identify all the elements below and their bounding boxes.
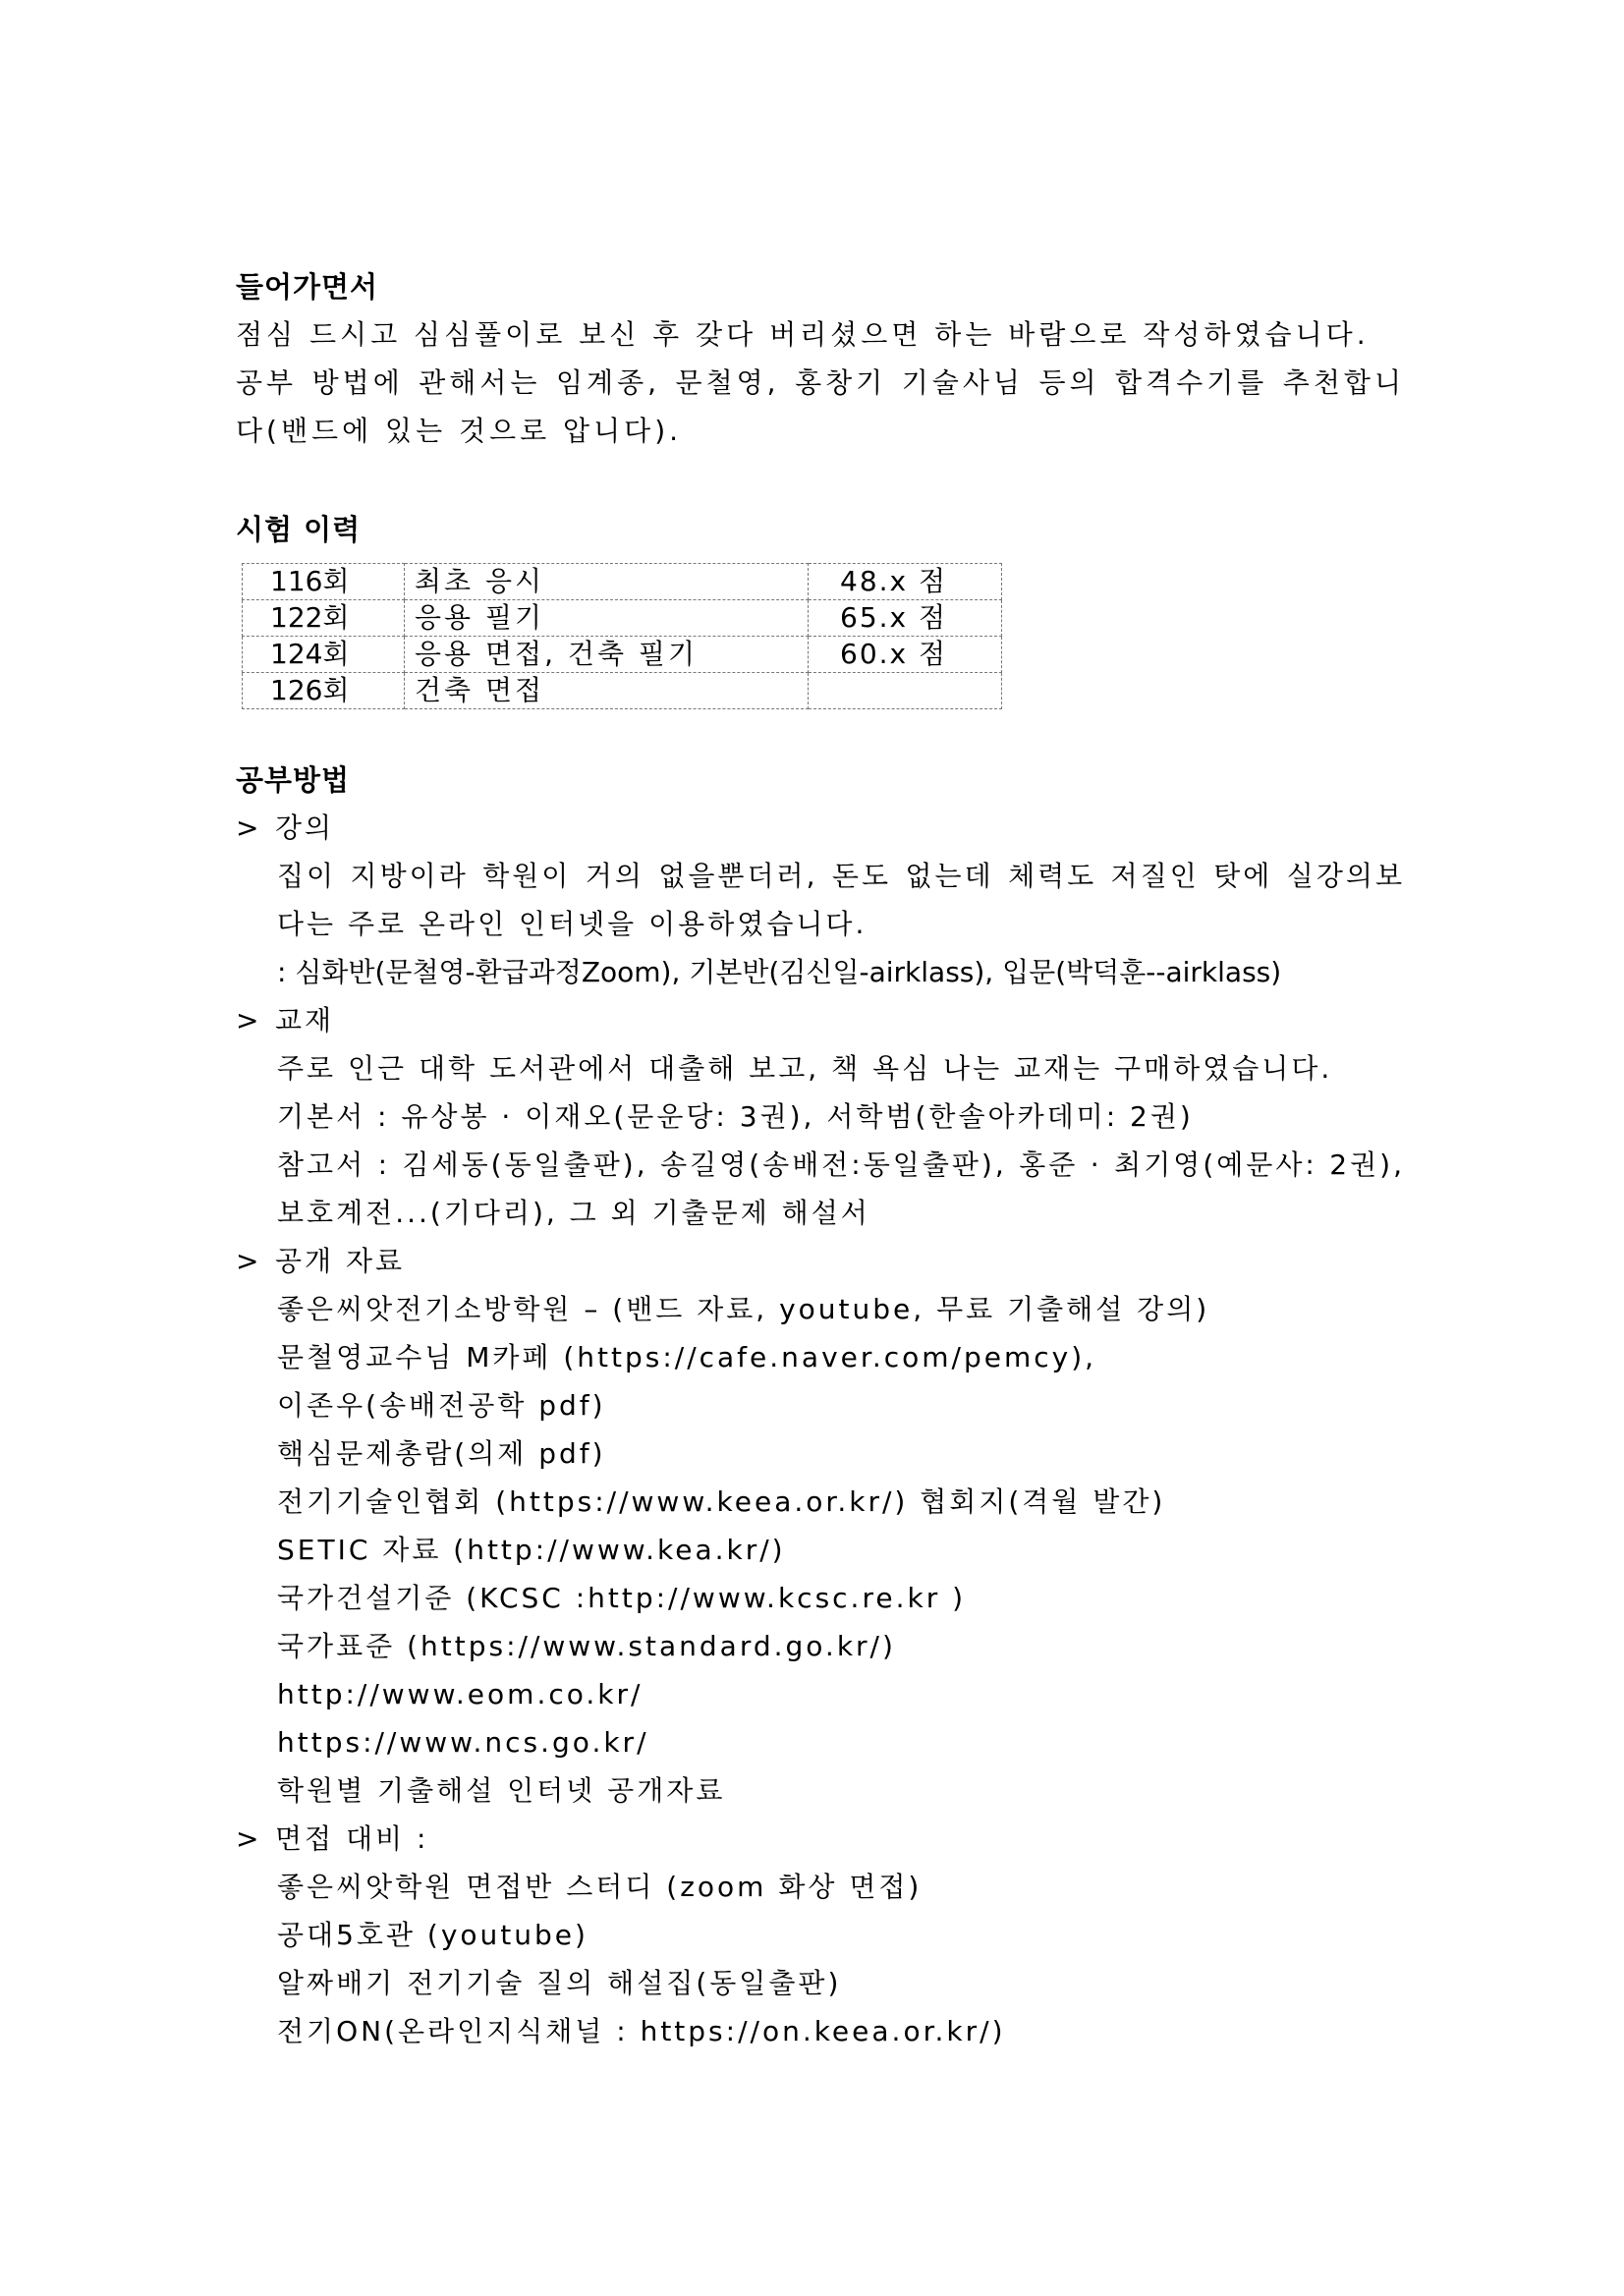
study-section-textbook: [236, 996, 1405, 1044]
exam-type-cell: 응용 필기: [405, 600, 809, 637]
list-item: 집이 지방이라 학원이 거의 없을뿐더러, 돈도 없는데 체력도 저질인 탓에 실강의보다는 주로 온라인 인터넷을 이용하였습니다.: [277, 860, 1405, 940]
exam-score-cell: 60.x 점: [809, 637, 1002, 673]
section-body: [236, 1044, 1405, 1237]
list-item: 참고서 : 김세동(동일출판), 송길영(송배전:동일출판), 홍준 · 최기영(예문사: 2권), 보호계전...(기다리), 그 외 기출문제 해설서: [277, 1148, 1405, 1229]
exam-round-cell: 122회: [243, 600, 405, 637]
exam-round-cell: 124회: [243, 637, 405, 673]
document-page: [236, 263, 1405, 2055]
list-item: 좋은씨앗학원 면접반 스터디 (zoom 화상 면접): [277, 1871, 923, 1903]
list-item: 전기기술인협회 (https://www.keea.or.kr/) 협회지(격월 발간): [277, 1485, 1166, 1518]
list-item: 알짜배기 전기기술 질의 해설집(동일출판): [277, 1967, 842, 1999]
list-item: 전기ON(온라인지식채널 : https://on.keea.or.kr/): [277, 2015, 1006, 2047]
section-title: 교재: [275, 1004, 335, 1036]
list-item: SETIC 자료 (http://www.kea.kr/): [277, 1534, 786, 1566]
study-section-public-resources: [236, 1237, 1405, 1285]
exam-round-cell: 126회: [243, 673, 405, 709]
section-body: [236, 1863, 1405, 2055]
table-row: [243, 600, 1002, 637]
list-item: 이존우(송배전공학 pdf): [277, 1389, 606, 1422]
bullet-marker: >: [236, 812, 262, 844]
study-method-heading: 공부방법: [236, 763, 351, 797]
bullet-marker: >: [236, 1004, 262, 1036]
list-item: http://www.eom.co.kr/: [277, 1678, 644, 1710]
section-body: [236, 1285, 1405, 1815]
table-row: [243, 564, 1002, 600]
section-body: [236, 852, 1405, 996]
section-title: 강의: [275, 812, 335, 844]
exam-score-cell: [809, 673, 1002, 709]
list-item: 문철영교수님 M카페 (https://cafe.naver.com/pemcy),: [277, 1341, 1097, 1373]
list-item: 공대5호관 (youtube): [277, 1919, 588, 1951]
section-title: 공개 자료: [275, 1245, 406, 1277]
study-section-lecture: [236, 804, 1405, 852]
exam-type-cell: 건축 면접: [405, 673, 809, 709]
table-row: [243, 637, 1002, 673]
section-title: 면접 대비 :: [275, 1822, 429, 1855]
exam-round-cell: 116회: [243, 564, 405, 600]
bullet-marker: >: [236, 1245, 262, 1277]
intro-paragraph-2: 공부 방법에 관해서는 임계종, 문철영, 홍창기 기술사님 등의 합격수기를 추천합니다(밴드에 있는 것으로 압니다).: [236, 366, 1405, 447]
intro-paragraph-1: 점심 드시고 심심풀이로 보신 후 갖다 버리셨으면 하는 바람으로 작성하였습니다.: [236, 318, 1370, 351]
list-item: : 심화반(문철영-환급과정Zoom), 기본반(김신일-airklass), 입문(박덕훈--airklass): [277, 956, 1282, 988]
intro-heading: 들어가면서: [236, 270, 379, 304]
list-item: 국가표준 (https://www.standard.go.kr/): [277, 1630, 896, 1662]
exam-type-cell: 최초 응시: [405, 564, 809, 600]
table-row: [243, 673, 1002, 709]
list-item: 국가건설기준 (KCSC :http://www.kcsc.re.kr ): [277, 1582, 967, 1614]
exam-history-heading: 시험 이력: [236, 513, 362, 546]
list-item: https://www.ncs.go.kr/: [277, 1726, 649, 1759]
list-item: 주로 인근 대학 도서관에서 대출해 보고, 책 욕심 나는 교재는 구매하였습니다.: [277, 1052, 1333, 1085]
list-item: 좋은씨앗전기소방학원 – (밴드 자료, youtube, 무료 기출해설 강의): [277, 1293, 1210, 1325]
exam-type-cell: 응용 면접, 건축 필기: [405, 637, 809, 673]
exam-score-cell: 48.x 점: [809, 564, 1002, 600]
list-item: 핵심문제총람(의제 pdf): [277, 1437, 606, 1470]
study-section-interview-prep: [236, 1815, 1405, 1863]
bullet-marker: >: [236, 1822, 262, 1855]
exam-score-cell: 65.x 점: [809, 600, 1002, 637]
list-item: 학원별 기출해설 인터넷 공개자료: [277, 1774, 726, 1807]
exam-history-table: [242, 563, 1002, 709]
list-item: 기본서 : 유상봉 · 이재오(문운당: 3권), 서학범(한솔아카데미: 2권): [277, 1100, 1194, 1133]
